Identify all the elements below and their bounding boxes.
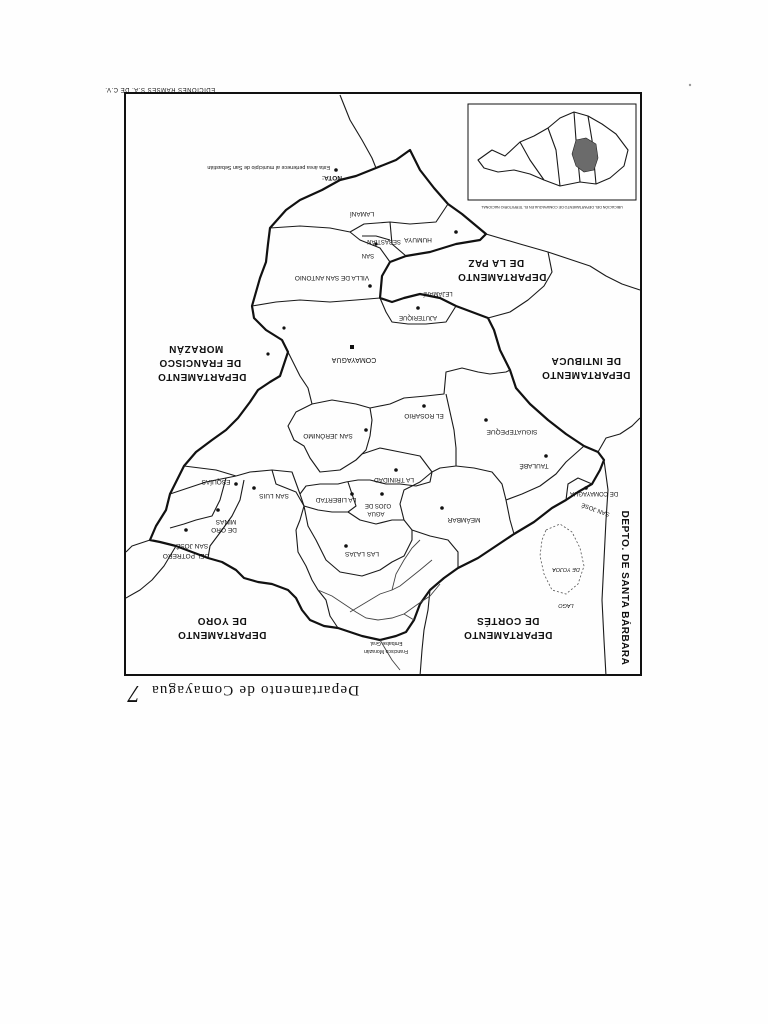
dot-comayagua bbox=[350, 345, 354, 349]
label-ajuterique: AJUTERIQUE bbox=[398, 314, 438, 320]
label-lejamani: LEJAMANÍ bbox=[423, 290, 453, 296]
label-minas-de-oro-2: DE ORO bbox=[211, 526, 237, 533]
dot-esquias bbox=[234, 482, 238, 486]
dot-el-rosario bbox=[422, 404, 426, 408]
label-minas-de-oro-1: MINAS bbox=[215, 518, 237, 525]
dot-lejamani bbox=[416, 306, 420, 310]
neighbor-yoro-1: DEPARTAMENTO bbox=[177, 629, 267, 640]
inset-caption: UBICACIÓN DEL DEPARTAMENTO DE COMAYAGUA EN EL TERRITORIO NACIONAL bbox=[481, 205, 623, 209]
label-la-libertad: LA LIBERTAD bbox=[315, 496, 357, 503]
neighbor-francisco-morazan-1: DEPARTAMENTO bbox=[157, 371, 247, 382]
dept-line-santa-barbara bbox=[598, 418, 640, 452]
dot-la-trinidad bbox=[394, 468, 398, 472]
label-esquias: ESQUÍAS bbox=[201, 478, 231, 485]
dot-unnamed-1 bbox=[282, 326, 285, 329]
embalse-label-2: Francisco Morazán bbox=[363, 648, 409, 654]
page-number: 7 bbox=[128, 680, 140, 706]
label-san-jose-potrero-2: DEL POTRERO bbox=[162, 552, 210, 559]
dept-line-fm-west bbox=[126, 540, 150, 552]
dot-san-luis bbox=[252, 486, 256, 490]
label-las-lajas: LAS LAJAS bbox=[345, 550, 379, 557]
map-note bbox=[207, 164, 342, 181]
scan-speck bbox=[689, 84, 691, 86]
label-villa-san-antonio: VILLA DE SAN ANTONIO bbox=[294, 274, 370, 281]
neighbor-santa-barbara: DEPTO. DE SANTA BÁRBARA bbox=[619, 510, 630, 666]
municipal-boundaries bbox=[170, 204, 592, 628]
dot-las-lajas bbox=[344, 544, 348, 548]
label-san-jose-comayagua-2: DE COMAYAGUA bbox=[569, 490, 619, 496]
label-san-sebastian-1: SAN bbox=[361, 252, 375, 258]
dot-la-libertad bbox=[350, 492, 354, 496]
lake-yojoa-label-1: LAGO bbox=[558, 602, 574, 608]
note-dot bbox=[334, 168, 338, 172]
label-siguatepeque: SIGUATEPEQUE bbox=[486, 428, 538, 435]
neighbor-la-paz-2: DE LA PAZ bbox=[467, 257, 525, 268]
neighbor-francisco-morazan-2: DE FRANCISCO bbox=[158, 357, 242, 368]
label-el-rosario: EL ROSARIO bbox=[404, 412, 444, 419]
publisher-header: EDICIONES RAMSES S.A. DE C.V. bbox=[104, 86, 216, 92]
dot-villa-san-antonio bbox=[368, 284, 372, 288]
embalse-label-1: Embalse Gral. bbox=[369, 640, 403, 646]
label-humuya: HUMUYA bbox=[404, 236, 432, 243]
label-la-trinidad: LA TRINIDAD bbox=[374, 476, 414, 483]
dot-san-jose-comayagua bbox=[584, 486, 588, 490]
neighbor-yoro-2: DE YORO bbox=[197, 615, 247, 626]
label-san-luis: SAN LUIS bbox=[259, 492, 289, 499]
neighbor-la-paz-1: DEPARTAMENTO bbox=[457, 271, 547, 282]
lake-yojoa-label-2: DE YOJOA bbox=[552, 566, 580, 572]
dot-siguatepeque bbox=[484, 418, 488, 422]
dot-taulabe bbox=[544, 454, 548, 458]
label-san-jose-comayagua-1: SAN JOSÉ bbox=[580, 501, 611, 517]
label-ojos-de-agua-2: AGUA bbox=[367, 510, 385, 516]
dot-humuya bbox=[454, 230, 458, 234]
note-text: Esta área pertenece al municipio de San Sebastián bbox=[207, 164, 330, 170]
neighbor-cortes-2: DE CORTÉS bbox=[476, 615, 540, 626]
lake-yojoa bbox=[540, 524, 584, 608]
dot-minas-de-oro bbox=[216, 508, 220, 512]
label-comayagua: COMAYAGUA bbox=[331, 356, 377, 363]
label-meambar: MEÁMBAR bbox=[447, 516, 481, 523]
label-lamani: LAMANÍ bbox=[349, 210, 375, 217]
dot-ojos-de-agua bbox=[380, 492, 384, 496]
dept-line-fm-north bbox=[340, 95, 376, 168]
neighbor-intibuca-2: DE INTIBUCA bbox=[551, 355, 621, 366]
label-san-jose-potrero-1: SAN JOSÉ bbox=[175, 542, 209, 549]
label-san-sebastian-2: SEBASTIÁN bbox=[367, 238, 401, 244]
inset-locator-map bbox=[468, 104, 636, 210]
dot-san-jeronimo bbox=[364, 428, 368, 432]
dot-unnamed-2 bbox=[266, 352, 269, 355]
neighbor-intibuca-1: DEPARTAMENTO bbox=[541, 369, 631, 380]
dot-san-jose-potrero bbox=[184, 528, 188, 532]
label-ojos-de-agua-1: OJOS DE bbox=[364, 502, 392, 508]
page-title: Departamento de Comayagua bbox=[150, 682, 360, 698]
label-san-jeronimo: SAN JERÓNIMO bbox=[303, 432, 353, 439]
label-taulabe: TAULABÉ bbox=[519, 462, 549, 469]
dot-meambar bbox=[440, 506, 444, 510]
neighbor-francisco-morazan-3: MORAZÁN bbox=[168, 343, 224, 354]
note-label: NOTA: bbox=[321, 174, 342, 181]
neighbor-cortes-1: DEPARTAMENTO bbox=[463, 629, 553, 640]
